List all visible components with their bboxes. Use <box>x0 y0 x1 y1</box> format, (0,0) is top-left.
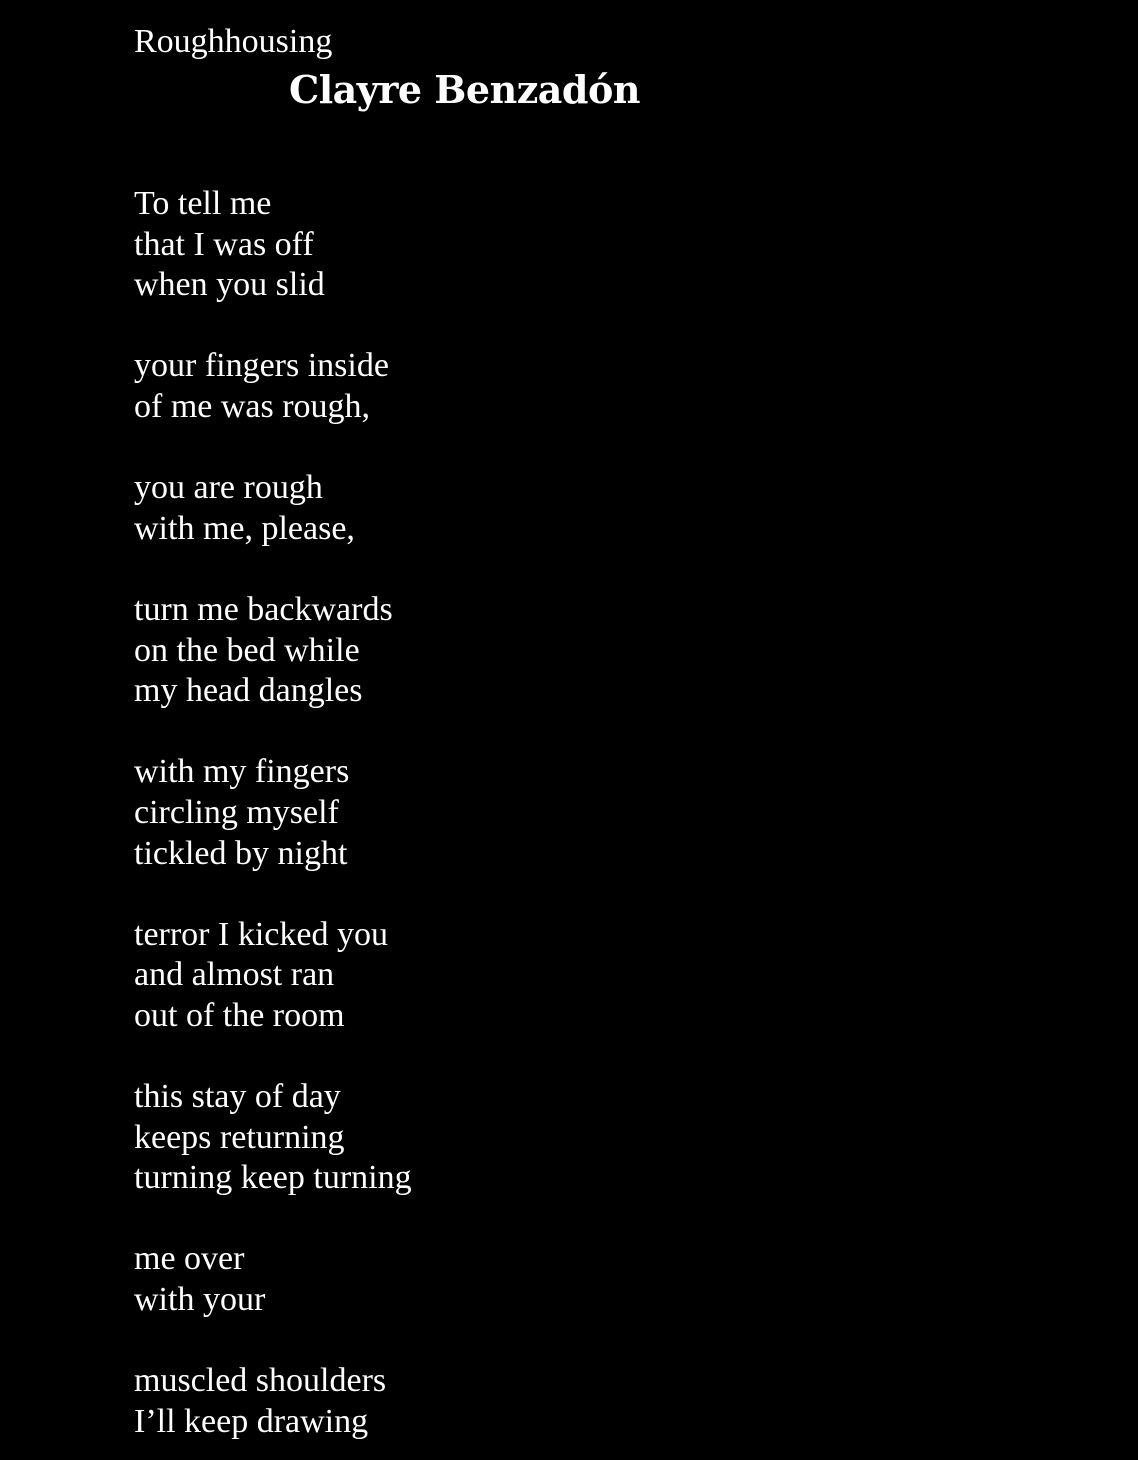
poem-line: this stay of day <box>134 1078 341 1116</box>
poem-body <box>134 184 412 1442</box>
poem-line: muscled shoulders <box>134 1362 387 1400</box>
poem-line: circling myself <box>134 793 339 831</box>
poem-line: your fingers inside <box>134 347 389 385</box>
poem-line: that I was off <box>134 225 314 263</box>
stanza <box>134 346 412 427</box>
stanza <box>134 752 412 874</box>
poem-line: with me, please, <box>134 509 355 547</box>
stanza <box>134 915 412 1037</box>
poem-line: me over <box>134 1240 245 1278</box>
poem-line: out of the room <box>134 996 345 1034</box>
stanza <box>134 590 412 712</box>
poem-line: of me was rough, <box>134 387 371 425</box>
poem-title: Roughhousing <box>134 23 333 60</box>
poem-line: terror I kicked you <box>134 915 388 953</box>
poem-line: with your <box>134 1281 266 1319</box>
stanza <box>134 1361 412 1442</box>
poem-line: I’ll keep drawing <box>134 1402 369 1440</box>
poem-line: on the bed while <box>134 631 360 669</box>
poem-line: tickled by night <box>134 834 348 872</box>
poem-line: you are rough <box>134 469 323 507</box>
poem-line: To tell me <box>134 185 272 222</box>
stanza <box>134 468 412 549</box>
poem-line: turning keep turning <box>134 1159 412 1197</box>
poem-line: turn me backwards <box>134 590 393 628</box>
poem-line: when you slid <box>134 266 325 304</box>
poem-line: and almost ran <box>134 956 335 994</box>
poem-author: Clayre Benzadón <box>289 67 640 112</box>
poem-line: my head dangles <box>134 672 363 710</box>
stanza <box>134 1239 412 1320</box>
poem-line: keeps returning <box>134 1118 345 1156</box>
poem-line: with my fingers <box>134 753 350 791</box>
stanza <box>134 1077 412 1199</box>
stanza <box>134 184 412 306</box>
